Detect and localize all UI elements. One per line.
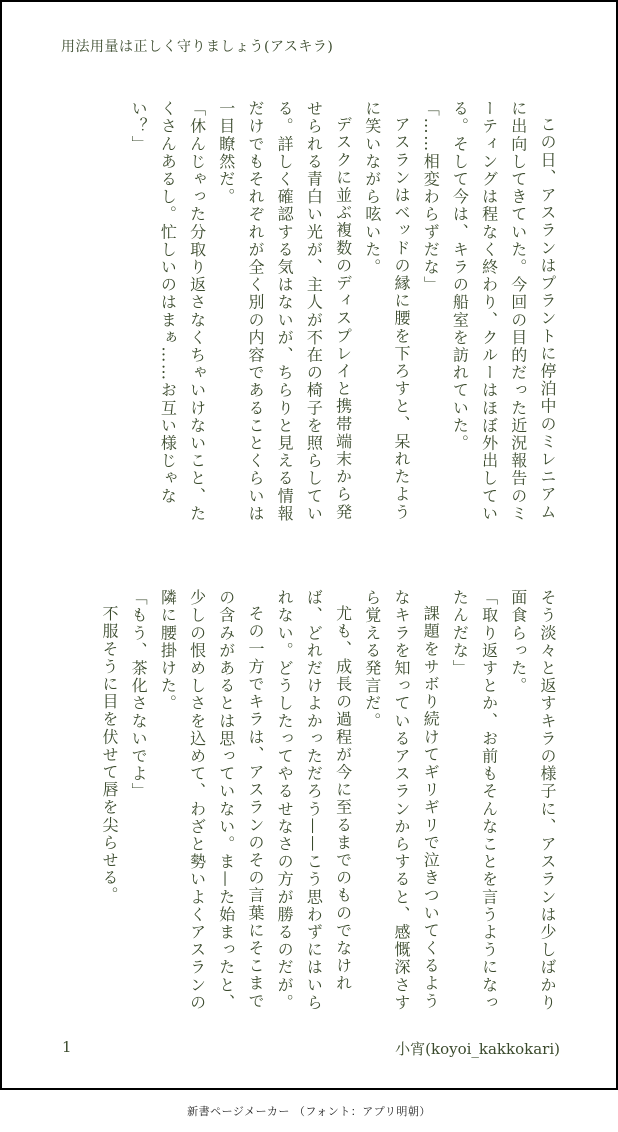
paragraph: 課題をサボり続けてギリギリで泣きついてくるようなキラを知っているアスランからすると、感慨深さすら覚える発言だ。 — [362, 589, 441, 1012]
dialogue-line: 「休んじゃった分取り返さなくちゃいけないこと、たくさんあるし。忙しいのはまぁ……お互い様じゃない？」 — [129, 100, 207, 523]
page-number: 1 — [62, 1038, 72, 1056]
paragraph: 尤も、成長の過程が今に至るまでのものでなければ、どれだけよかっただろう——こう思わずにはいられない。どうしたってやるせなさの方が勝るのだが。 — [275, 589, 353, 1012]
dialogue-line: 「取り返すとか、お前もそんなことを言うようになったんだな」 — [450, 589, 499, 1012]
text-column-bottom — [60, 589, 562, 1014]
document-title: 用法用量は正しく守りましょう(アスキラ) — [61, 39, 334, 55]
dialogue-line: 「もう、茶化さないでよ」 — [129, 589, 149, 801]
paragraph: アスランはベッドの縁に腰を下ろすと、呆れたように笑いながら呟いた。 — [362, 100, 411, 521]
paragraph: 不服そうに目を伏せて唇を尖らせる。 — [99, 605, 119, 905]
footer-caption: 新書ページメーカー （フォント：アプリ明朝） — [187, 1105, 431, 1118]
paragraph: この日、アスランはプラントに停泊中のミレニアムに出向してきていた。今回の目的だった近況報告のミーティングは程なく終わり、クルーはほぼ外出している。そして今は、キラの船室を訪れていた。 — [450, 100, 557, 523]
paragraph: その一方でキラは、アスランのその言葉にそこまでの含みがあるとは思っていない。ま—た始まったと、少しの恨めしさを込めて、わざと勢いよくアスランの隣に腰掛けた。 — [158, 589, 265, 1012]
dialogue-line: 「……相変わらずだな」 — [421, 100, 441, 294]
paragraph: そう淡々と返すキラの様子に、アスランは少しばかり面食らった。 — [508, 589, 557, 1012]
paragraph: デスクに並ぶ複数のディスプレイと携帯端末から発せられる青白い光が、主人が不在の椅子を照らしている。詳しく確認する気はないが、ちらりと見える情報だけでもそれぞれが全く別の内容であることくらいは一目瞭然だ。 — [216, 100, 353, 523]
text-column-top — [60, 100, 562, 525]
author-credit: 小宵(koyoi_kakkokari) — [395, 1040, 560, 1058]
